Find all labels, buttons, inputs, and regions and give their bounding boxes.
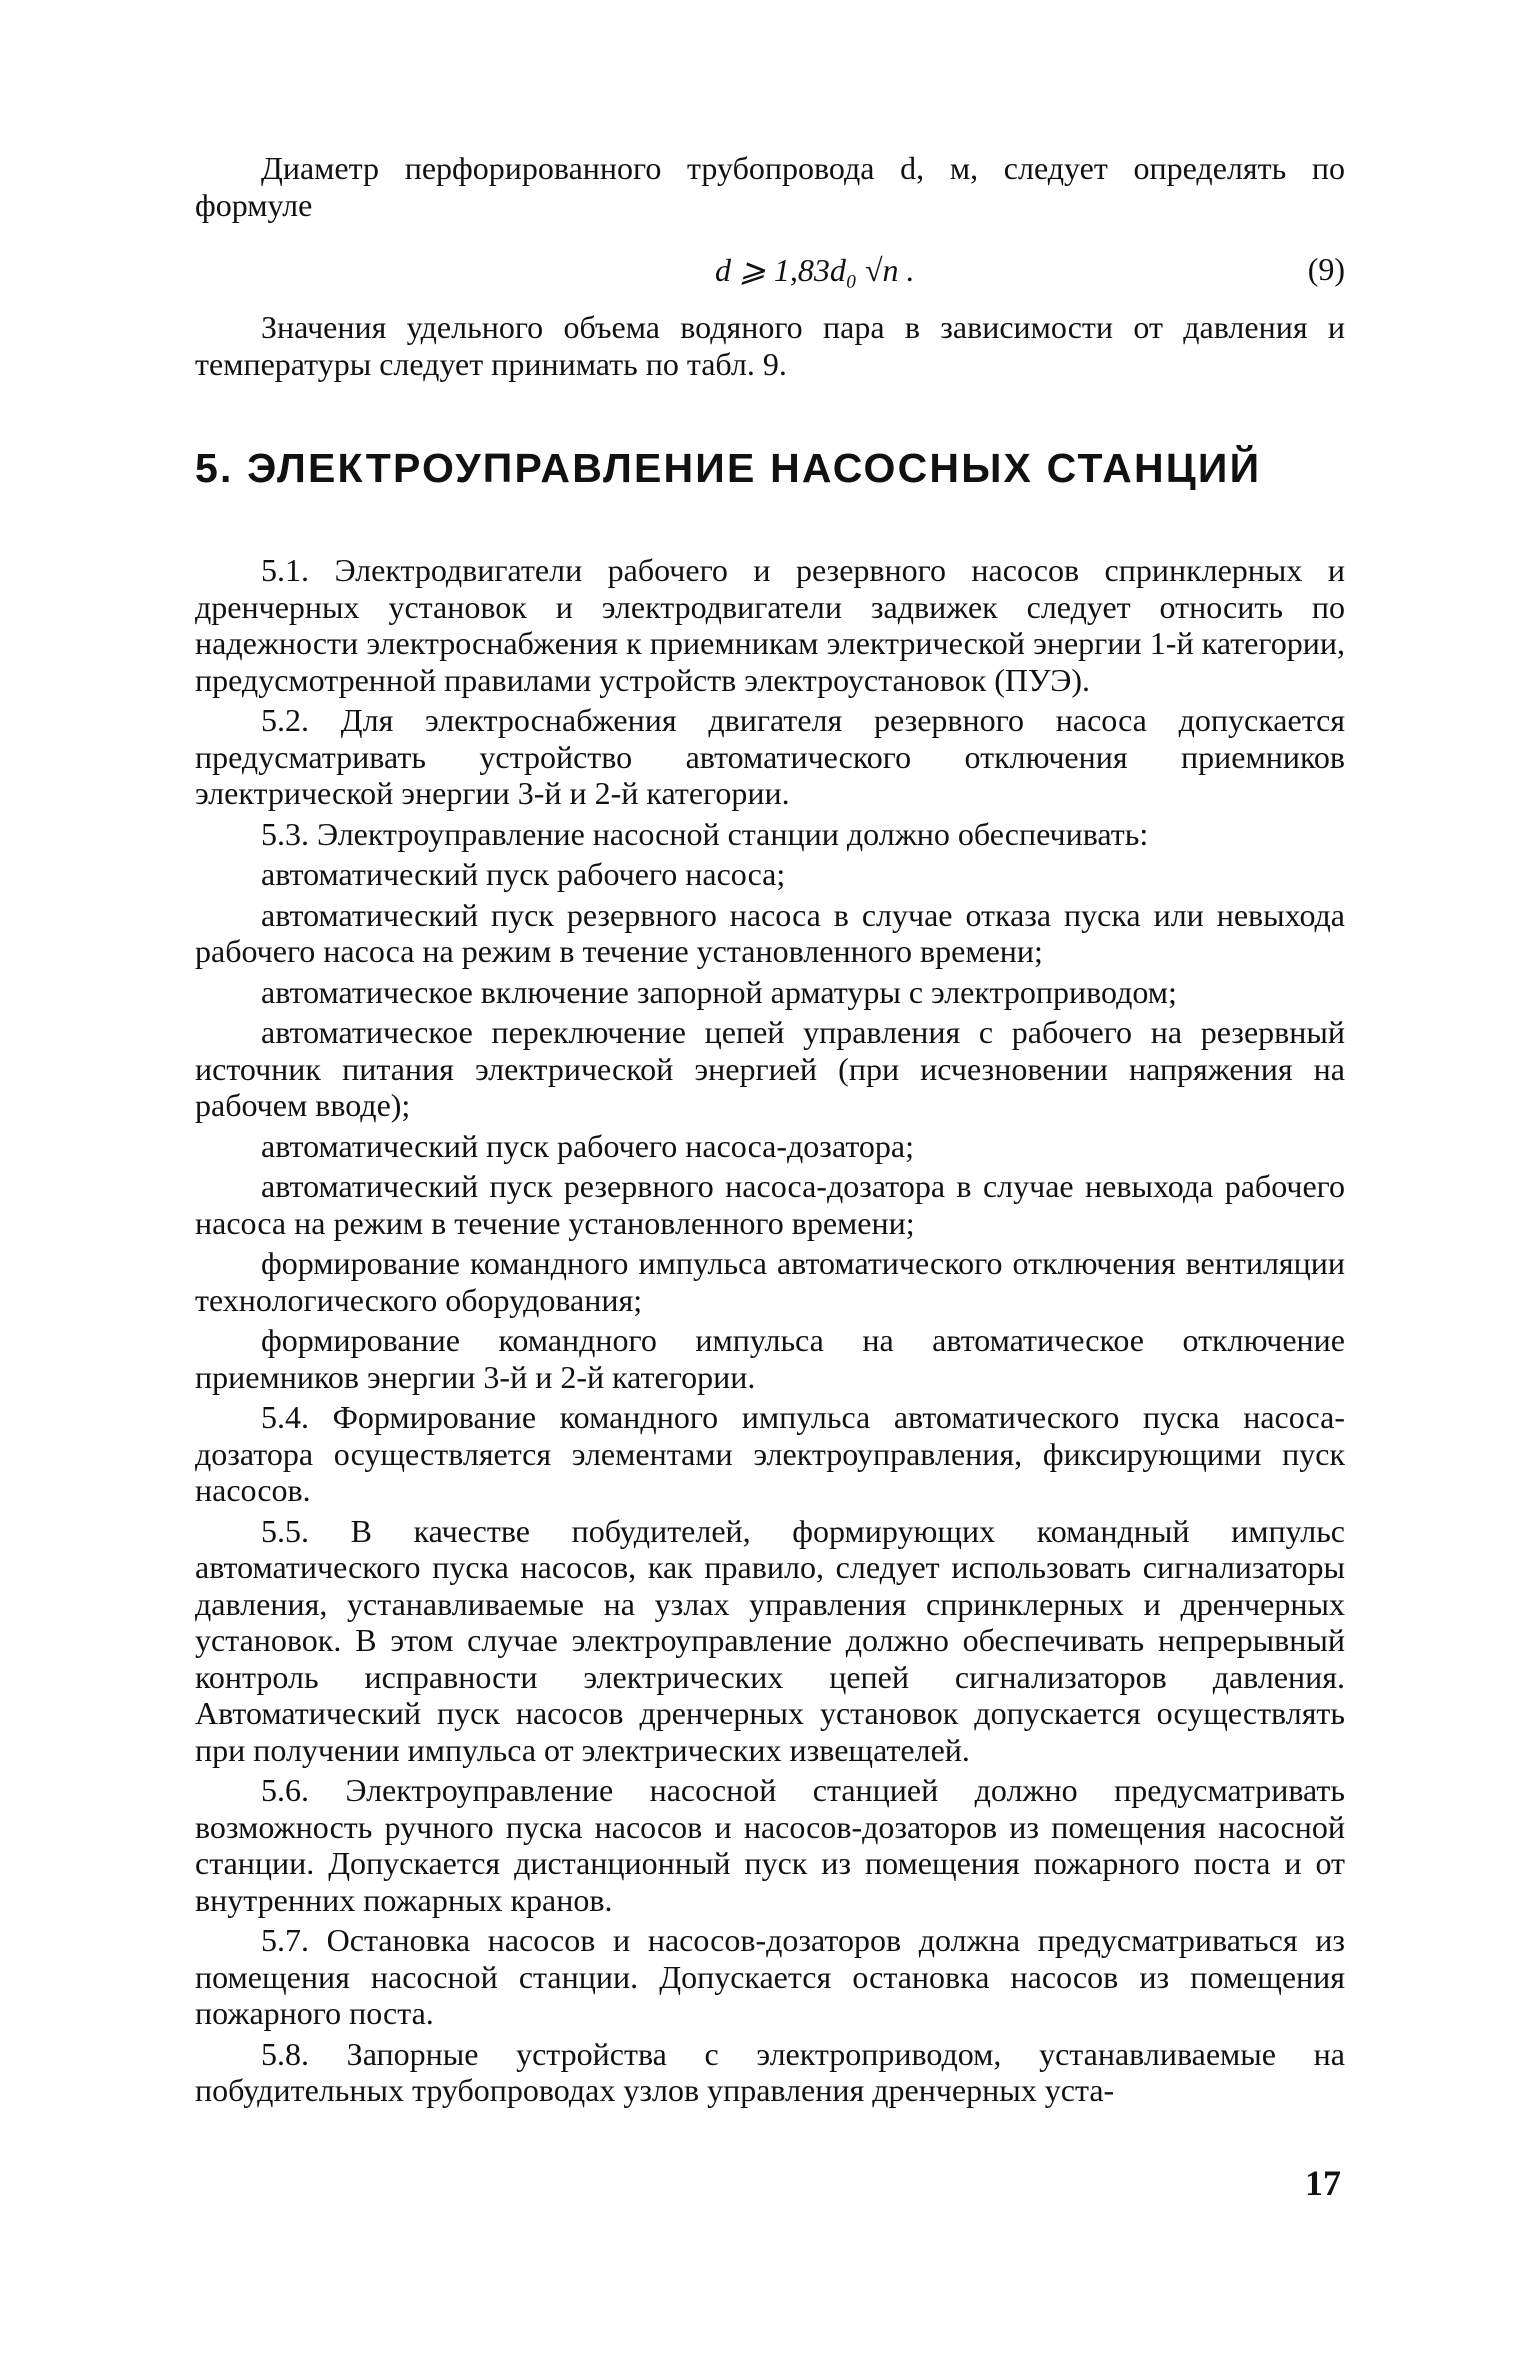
formula-number: (9)	[1307, 251, 1345, 287]
formula-expression: d ⩾ 1,83d₀ √n .	[715, 252, 915, 288]
list-item: автоматическое включение запорной арматуры с электроприводом;	[261, 973, 1177, 1010]
paragraph-5-1: 5.1. Электродвигатели рабочего и резервного насосов спринклерных и дренчерных установок и электродвигатели задвижек следует относить по надежности электроснабжения к приемникам электрической энергии 1-й категории, предусмотренной правилами устройств электроустановок (ПУЭ).	[195, 552, 1345, 698]
list-item: автоматический пуск рабочего насоса;	[261, 856, 786, 892]
list-item: автоматическое переключение цепей управления с рабочего на резервный источник питания электрической энергией (при исчезновении напряжения на рабочем вводе);	[195, 1014, 1345, 1123]
paragraph-5-8: 5.8. Запорные устройства с электроприводом, устанавливаемые на побудительных трубопроводах узлов управления дренчерных уста-	[195, 2035, 1345, 2108]
page-number: 17	[1305, 2163, 1341, 2203]
intro-paragraph: Диаметр перфорированного трубопровода d, м, следует определять по формуле	[195, 150, 1345, 223]
paragraph-5-7: 5.7. Остановка насосов и насосов-дозаторов должна предусматриваться из помещения насосной станции. Допускается остановка насосов из помещения пожарного поста.	[195, 1922, 1345, 2031]
document-page	[195, 150, 1345, 2109]
paragraph-5-3: 5.3. Электроуправление насосной станции должно обеспечивать:	[261, 815, 1149, 852]
list-item: автоматический пуск резервного насоса-дозатора в случае невыхода рабочего насоса на режим в течение установленного времени;	[195, 1168, 1345, 1241]
paragraph-5-2: 5.2. Для электроснабжения двигателя резервного насоса допускается предусматривать устройство автоматического отключения приемников электрической энергии 3-й и 2-й категории.	[195, 702, 1345, 811]
paragraph-5-5: 5.5. В качестве побудителей, формирующих командный импульс автоматического пуска насосов, как правило, следует использовать сигнализаторы давления, устанавливаемые на узлах управления спринклерных и дренчерных установок. В этом случае электроуправление должно обеспечивать непрерывный контроль исправности электрических цепей сигнализаторов давления. Автоматический пуск насосов дренчерных установок допускается осуществлять при получении импульса от электрических извещателей.	[195, 1512, 1345, 1768]
formula-row	[195, 241, 1345, 301]
list-item: формирование командного импульса автоматического отключения вентиляции технологического оборудования;	[195, 1245, 1345, 1318]
paragraph-5-6: 5.6. Электроуправление насосной станцией должно предусматривать возможность ручного пуска насосов и насосов-дозаторов из помещения насосной станции. Допускается дистанционный пуск из помещения пожарного поста и от внутренних пожарных кранов.	[195, 1772, 1345, 1918]
values-paragraph: Значения удельного объема водяного пара в зависимости от давления и температуры следует принимать по табл. 9.	[195, 309, 1345, 382]
paragraph-5-4: 5.4. Формирование командного импульса автоматического пуска насоса-дозатора осуществляется элементами электроуправления, фиксирующими пуск насосов.	[195, 1399, 1345, 1508]
list-item: формирование командного импульса на автоматическое отключение приемников энергии 3-й и 2-й категории.	[195, 1322, 1345, 1395]
section-heading: 5. ЭЛЕКТРОУПРАВЛЕНИЕ НАСОСНЫХ СТАНЦИЙ	[195, 445, 1262, 491]
list-item: автоматический пуск резервного насоса в случае отказа пуска или невыхода рабочего насоса на режим в течение установленного времени;	[195, 896, 1345, 969]
list-item: автоматический пуск рабочего насоса-дозатора;	[261, 1127, 914, 1164]
